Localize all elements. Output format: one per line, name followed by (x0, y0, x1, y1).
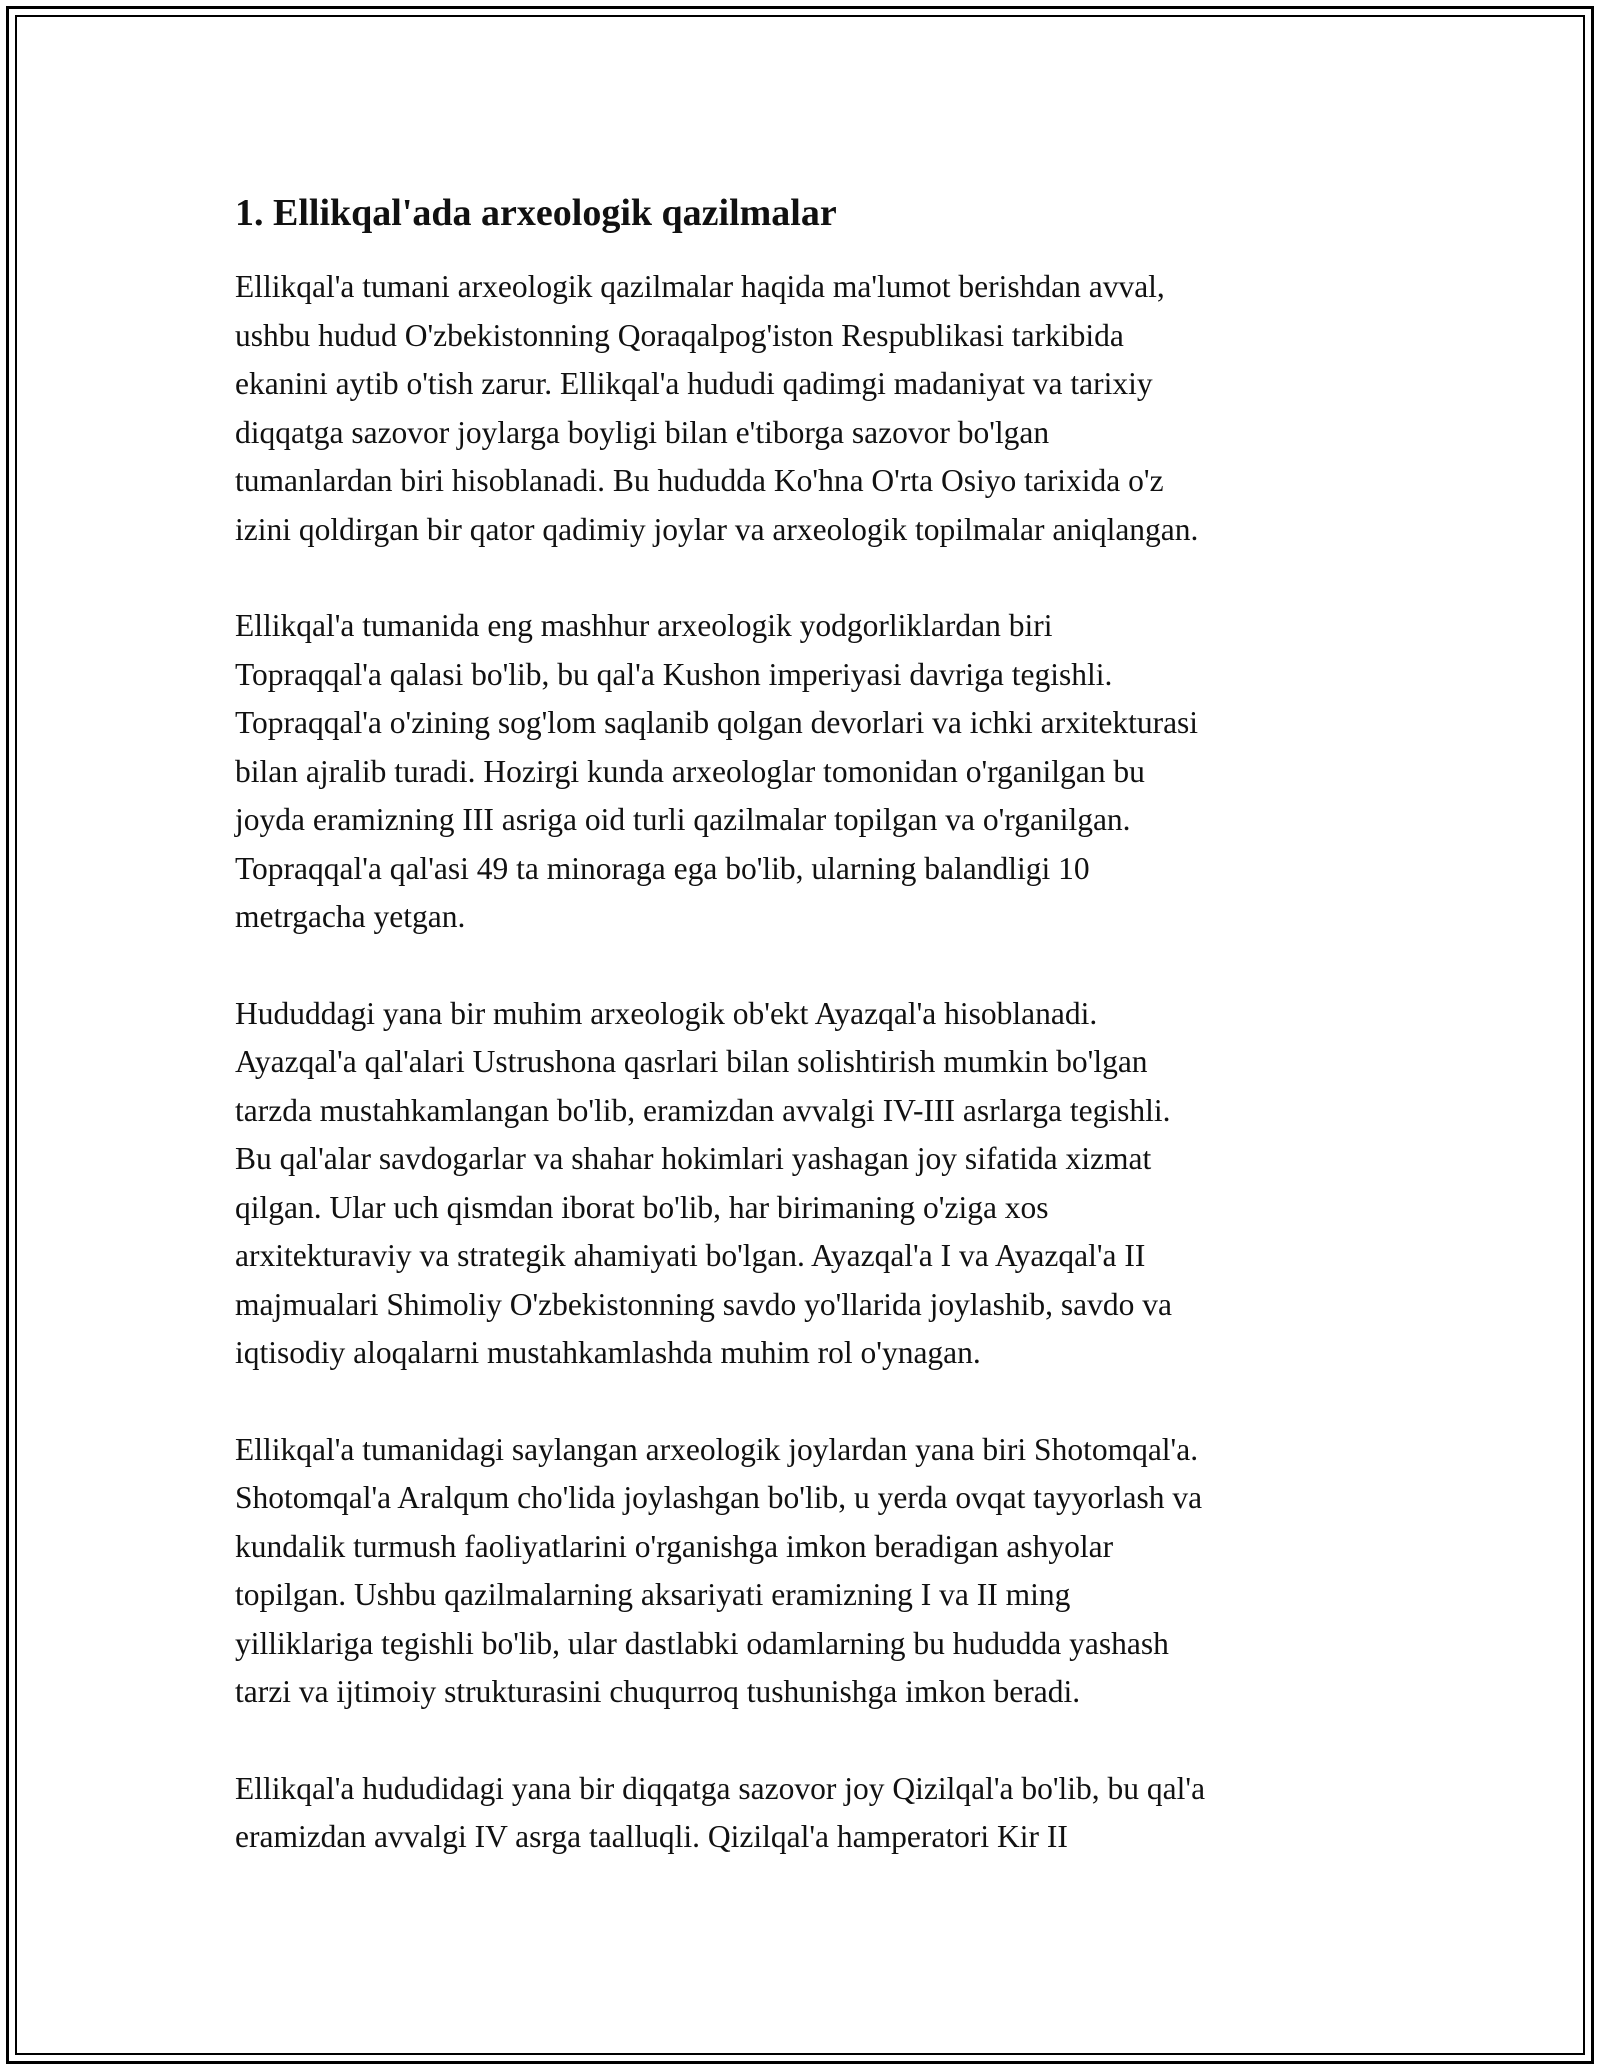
paragraph-line: tarzda mustahkamlangan bo'lib, eramizdan avvalgi IV-III asrlarga tegishli. (235, 1092, 1171, 1128)
paragraph-line: ushbu hudud O'zbekistonning Qoraqalpog'iston Respublikasi tarkibida (235, 317, 1124, 353)
paragraph-line: qilgan. Ular uch qismdan iborat bo'lib, har birimaning o'ziga xos (235, 1189, 1049, 1225)
paragraph-line: yilliklariga tegishli bo'lib, ular dastlabki odamlarning bu hududda yashash (235, 1625, 1169, 1661)
paragraph-2 (235, 602, 1370, 942)
paragraph-line: topilgan. Ushbu qazilmalarning aksariyati eramizning I va II ming (235, 1577, 1071, 1612)
paragraph-line: tumanlardan biri hisoblanadi. Bu hududda Ko'hna O'rta Osiyo tarixida o'z (235, 463, 1164, 498)
paragraph-line: kundalik turmush faoliyatlarini o'rganishga imkon beradigan ashyolar (235, 1528, 1114, 1564)
paragraph-line: Shotomqal'a Aralqum cho'lida joylashgan bo'lib, u yerda ovqat tayyorlash va (235, 1480, 1203, 1515)
paragraph-5 (235, 1765, 1370, 1862)
paragraph-line: eramizdan avvalgi IV asrga taalluqli. Qizilqal'a hamperatori Kir II (235, 1819, 1068, 1854)
paragraph-line: Ellikqal'a tumani arxeologik qazilmalar haqida ma'lumot berishdan avval, (235, 269, 1165, 304)
paragraph-line: arxitekturaviy va strategik ahamiyati bo'lgan. Ayazqal'a I va Ayazqal'a II (235, 1238, 1146, 1273)
paragraph-line: bilan ajralib turadi. Hozirgi kunda arxeologlar tomonidan o'rganilgan bu (235, 753, 1145, 789)
paragraph-line: tarzi va ijtimoiy strukturasini chuqurroq tushunishga imkon beradi. (235, 1674, 1081, 1709)
paragraph-line: iqtisodiy aloqalarni mustahkamlashda muhim rol o'ynagan. (235, 1335, 981, 1370)
paragraph-line: majmualari Shimoliy O'zbekistonning savdo yo'llarida joylashib, savdo va (235, 1286, 1172, 1322)
paragraph-line: Ellikqal'a hududidagi yana bir diqqatga sazovor joy Qizilqal'a bo'lib, bu qal'a (235, 1770, 1206, 1806)
document-body (235, 185, 1370, 1910)
paragraph-line: joyda eramizning III asriga oid turli qazilmalar topilgan va o'rganilgan. (235, 802, 1131, 837)
paragraph-line: ekanini aytib o'tish zarur. Ellikqal'a hududi qadimgi madaniyat va tarixiy (235, 366, 1153, 401)
paragraph-line: Topraqqal'a qal'asi 49 ta minoraga ega bo'lib, ularning balandligi 10 (235, 850, 1090, 886)
paragraph-1 (235, 263, 1370, 554)
paragraph-4 (235, 1426, 1370, 1717)
paragraph-line: Ellikqal'a tumanidagi saylangan arxeologik joylardan yana biri Shotomqal'a. (235, 1431, 1199, 1467)
paragraph-line: metrgacha yetgan. (235, 899, 466, 934)
paragraph-line: diqqatga sazovor joylarga boyligi bilan e'tiborga sazovor bo'lgan (235, 414, 1050, 450)
paragraph-line: Ayazqal'a qal'alari Ustrushona qasrlari bilan solishtirish mumkin bo'lgan (235, 1044, 1148, 1079)
paragraph-line: izini qoldirgan bir qator qadimiy joylar va arxeologik topilmalar aniqlangan. (235, 511, 1199, 547)
paragraph-line: Ellikqal'a tumanida eng mashhur arxeologik yodgorliklardan biri (235, 608, 1053, 643)
paragraph-line: Bu qal'alar savdogarlar va shahar hokimlari yashagan joy sifatida xizmat (235, 1141, 1152, 1176)
paragraph-line: Hududdagi yana bir muhim arxeologik ob'ekt Ayazqal'a hisoblanadi. (235, 995, 1098, 1031)
paragraph-line: Topraqqal'a o'zining sog'lom saqlanib qolgan devorlari va ichki arxitekturasi (235, 705, 1199, 740)
paragraph-line: Topraqqal'a qalasi bo'lib, bu qal'a Kushon imperiyasi davriga tegishli. (235, 656, 1113, 692)
paragraph-3 (235, 990, 1370, 1378)
section-heading: 1. Ellikqal'ada arxeologik qazilmalar (235, 192, 837, 234)
